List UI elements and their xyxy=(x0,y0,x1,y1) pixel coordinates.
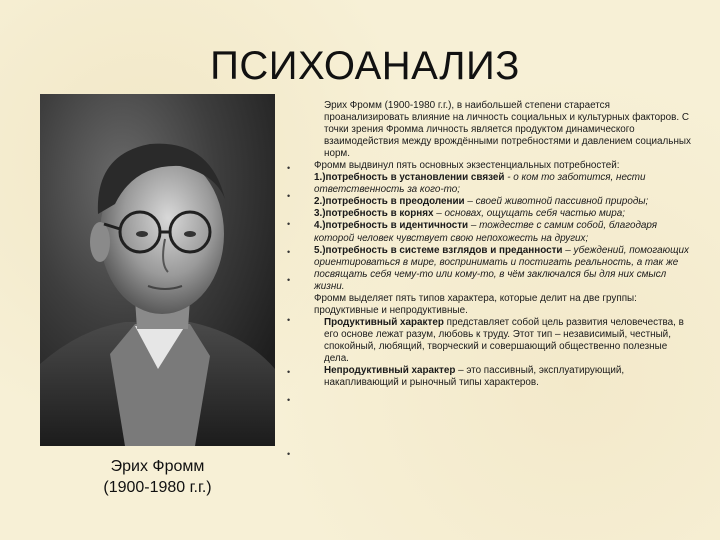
productive-character xyxy=(314,317,692,365)
character-types-intro: Фромм выделяет пять типов характера, которые делит на две группы: продуктивные и непродуктивные. xyxy=(314,292,637,316)
need-item xyxy=(314,172,692,196)
bullet-marker: • xyxy=(287,219,291,229)
need-description: – убеждений, помогающих ориентироваться в мире, воспринимать и постигать реальность, а так же посвящать себя чему-то или кому-то, в чём заключался бы для них смысл жизни. xyxy=(314,244,689,292)
needs-intro: Фромм выдвинул пять основных экзестенциальных потребностей: xyxy=(314,160,620,172)
unproductive-character xyxy=(314,365,692,389)
bullet-marker: • xyxy=(287,367,291,377)
need-item xyxy=(314,220,692,244)
unproductive-description: – это пассивный, эксплуатирующий, накапливающий и рыночный типы характеров. xyxy=(324,365,625,389)
need-description: – основах, ощущать себя частью мира; xyxy=(433,208,625,220)
need-label: 3.)потребность в корнях xyxy=(314,208,434,220)
bullet-marker: • xyxy=(287,163,291,173)
portrait-photo xyxy=(40,94,275,446)
bullet-marker: • xyxy=(287,247,291,257)
need-label: 1.)потребность в установлении связей xyxy=(314,172,505,184)
body-text xyxy=(314,100,692,389)
bullet-marker: • xyxy=(287,449,291,459)
bullet-marker: • xyxy=(287,191,291,201)
caption-name: Эрих Фромм xyxy=(110,458,205,475)
need-item xyxy=(314,196,692,208)
intro-paragraph: Эрих Фромм (1900-1980 г.г.), в наибольшей степени старается проанализировать влияние на личность социальных и культурных факторов. С точки зрения Фромма личность является продуктом динамического взаимодействия между врождёнными потребностями и давлением социальных норм. xyxy=(324,100,691,160)
need-description: - о ком то заботится, нести ответственность за кого-то; xyxy=(314,172,646,196)
need-item xyxy=(314,245,692,293)
need-label: 2.)потребность в преодолении xyxy=(314,196,465,208)
need-label: 5.)потребность в системе взглядов и преданности xyxy=(314,244,563,256)
productive-description: представляет собой цель развития человечества, в его основе лежат разум, любовь к труду. Этот тип – независимый, честный, спокойный, любящий, творческий и совершающий общественно полезные дела. xyxy=(324,316,684,364)
photo-caption xyxy=(40,456,275,498)
bullet-marker: • xyxy=(287,395,291,405)
need-description: – своей животной пассивной природы; xyxy=(464,196,649,208)
need-label: 4.)потребность в идентичности xyxy=(314,220,469,232)
need-description: – тождестве с самим собой, благодаря которой человек чувствует свою непохожесть на других; xyxy=(314,220,658,244)
need-item xyxy=(314,208,692,220)
caption-years: (1900-1980 г.г.) xyxy=(103,479,212,496)
productive-label: Продуктивный характер xyxy=(324,316,444,328)
unproductive-label: Непродуктивный характер xyxy=(324,365,456,377)
bullet-marker: • xyxy=(287,275,291,285)
page-title: ПСИХОАНАЛИЗ xyxy=(210,44,520,88)
bullet-marker: • xyxy=(287,315,291,325)
